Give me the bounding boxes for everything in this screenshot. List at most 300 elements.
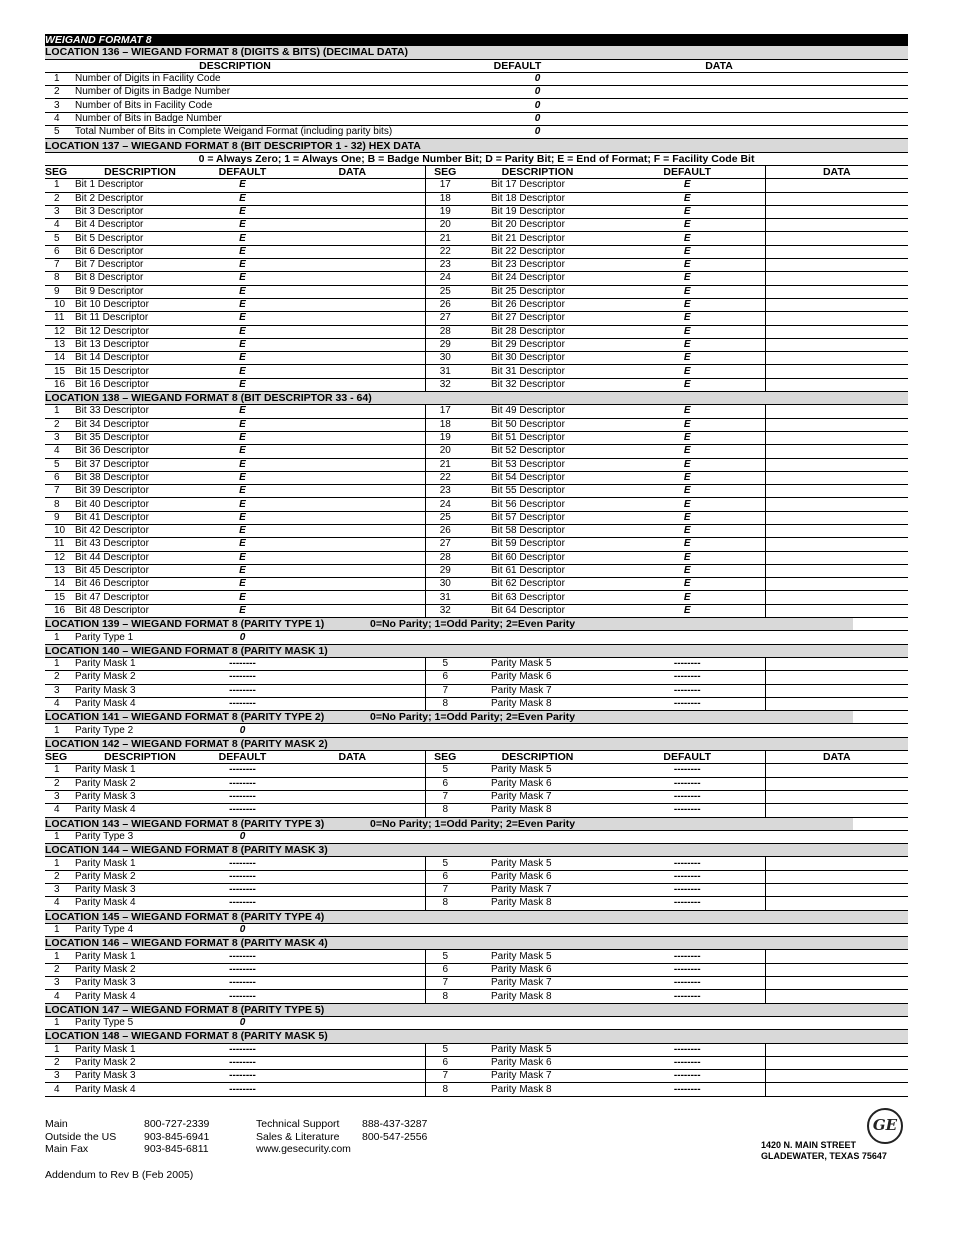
row-default: 0 [465, 126, 610, 139]
table-row [45, 458, 908, 471]
table-row [45, 99, 908, 112]
parity-legend: 0=No Parity; 1=Odd Parity; 2=Even Parity [370, 711, 853, 724]
bit-description: Bit 24 Descriptor [465, 272, 610, 285]
data-entry-cell[interactable] [280, 1043, 425, 1056]
data-entry-cell[interactable] [280, 897, 425, 910]
data-entry-cell[interactable] [765, 378, 908, 391]
seg-number: 2 [45, 870, 75, 883]
data-entry-cell[interactable] [610, 126, 908, 139]
data-entry-cell[interactable] [280, 684, 425, 697]
bit-default: E [610, 192, 765, 205]
parity-mask-description: Parity Mask 5 [465, 764, 610, 777]
data-entry-cell[interactable] [765, 1070, 908, 1083]
row-description: Number of Bits in Badge Number [75, 112, 465, 125]
data-entry-cell[interactable] [280, 205, 425, 218]
bit-description: Bit 29 Descriptor [465, 338, 610, 351]
data-entry-cell[interactable] [280, 631, 908, 644]
data-entry-cell[interactable] [280, 538, 425, 551]
row-number: 1 [45, 1016, 75, 1029]
table-row [45, 724, 908, 737]
seg-number: 26 [425, 524, 465, 537]
seg-number: 12 [45, 325, 75, 338]
data-entry-cell[interactable] [280, 697, 425, 710]
data-entry-cell[interactable] [280, 179, 425, 192]
data-entry-cell[interactable] [765, 298, 908, 311]
bit-default: E [610, 471, 765, 484]
data-entry-cell[interactable] [765, 365, 908, 378]
data-entry-cell[interactable] [765, 272, 908, 285]
data-entry-cell[interactable] [765, 950, 908, 963]
table-row [45, 312, 908, 325]
seg-number: 6 [45, 245, 75, 258]
data-entry-cell[interactable] [280, 604, 425, 617]
location-label: LOCATION 148 – WIEGAND FORMAT 8 (PARITY MASK 5) [45, 1030, 908, 1043]
table-row [45, 1016, 908, 1029]
location-label: LOCATION 146 – WIEGAND FORMAT 8 (PARITY MASK 4) [45, 937, 908, 950]
parity-mask-default: -------- [205, 777, 280, 790]
data-entry-cell[interactable] [280, 272, 425, 285]
parity-type-default: 0 [205, 923, 280, 936]
data-entry-cell[interactable] [280, 591, 425, 604]
bit-description: Bit 1 Descriptor [75, 179, 205, 192]
data-entry-cell[interactable] [280, 298, 425, 311]
bit-default: E [205, 338, 280, 351]
data-entry-cell[interactable] [765, 684, 908, 697]
bit-default: E [205, 511, 280, 524]
data-entry-cell[interactable] [765, 1056, 908, 1069]
seg-number: 7 [425, 684, 465, 697]
data-entry-cell[interactable] [765, 471, 908, 484]
seg-number: 8 [425, 990, 465, 1003]
data-entry-cell[interactable] [610, 86, 908, 99]
data-entry-cell[interactable] [765, 485, 908, 498]
data-entry-cell[interactable] [765, 352, 908, 365]
seg-number: 24 [425, 272, 465, 285]
bit-description: Bit 59 Descriptor [465, 538, 610, 551]
bit-default: E [205, 245, 280, 258]
data-entry-cell[interactable] [280, 551, 425, 564]
seg-number: 7 [425, 977, 465, 990]
bit-default: E [610, 405, 765, 418]
column-header-description: DESCRIPTION [75, 59, 425, 72]
seg-number: 10 [45, 298, 75, 311]
data-entry-cell[interactable] [280, 259, 425, 272]
bit-default: E [205, 604, 280, 617]
data-entry-cell[interactable] [280, 777, 425, 790]
data-entry-cell[interactable] [765, 245, 908, 258]
seg-number: 16 [45, 378, 75, 391]
bit-description: Bit 28 Descriptor [465, 325, 610, 338]
data-entry-cell[interactable] [280, 511, 425, 524]
table-row [45, 804, 908, 817]
location-label: LOCATION 144 – WIEGAND FORMAT 8 (PARITY MASK 3) [45, 844, 908, 857]
table-row [45, 777, 908, 790]
row-description: Number of Bits in Facility Code [75, 99, 465, 112]
data-entry-cell[interactable] [280, 485, 425, 498]
data-entry-cell[interactable] [765, 870, 908, 883]
bit-description: Bit 33 Descriptor [75, 405, 205, 418]
parity-mask-description: Parity Mask 7 [465, 1070, 610, 1083]
table-row [45, 764, 908, 777]
contact-phone: 888-437-3287 [362, 1118, 428, 1130]
bit-default: E [610, 578, 765, 591]
seg-number: 4 [45, 219, 75, 232]
column-header-row [45, 165, 908, 178]
parity-type-default: 0 [205, 631, 280, 644]
data-entry-cell[interactable] [610, 72, 908, 85]
parity-mask-default: -------- [610, 764, 765, 777]
bit-description: Bit 54 Descriptor [465, 471, 610, 484]
row-number: 1 [45, 830, 75, 843]
seg-number: 25 [425, 511, 465, 524]
parity-mask-description: Parity Mask 8 [465, 804, 610, 817]
data-entry-cell[interactable] [280, 378, 425, 391]
contact-phone: 903-845-6941 [144, 1130, 210, 1143]
parity-mask-default: -------- [610, 1083, 765, 1096]
table-row [45, 72, 908, 85]
data-entry-cell[interactable] [765, 790, 908, 803]
data-entry-cell[interactable] [765, 325, 908, 338]
data-entry-cell[interactable] [765, 897, 908, 910]
seg-number: 2 [45, 671, 75, 684]
data-entry-cell[interactable] [280, 285, 425, 298]
website-link[interactable]: www.gesecurity.com [256, 1143, 351, 1155]
bit-description: Bit 13 Descriptor [75, 338, 205, 351]
data-entry-cell[interactable] [280, 1070, 425, 1083]
table-row [45, 378, 908, 391]
seg-number: 6 [425, 870, 465, 883]
parity-mask-description: Parity Mask 5 [465, 857, 610, 870]
bit-default: E [205, 578, 280, 591]
table-row [45, 591, 908, 604]
parity-mask-default: -------- [610, 990, 765, 1003]
parity-mask-default: -------- [205, 870, 280, 883]
seg-number: 15 [45, 591, 75, 604]
data-entry-cell[interactable] [765, 697, 908, 710]
data-entry-cell[interactable] [280, 524, 425, 537]
row-number: 5 [45, 126, 75, 139]
programming-sheet [45, 34, 908, 1097]
data-entry-cell[interactable] [280, 418, 425, 431]
data-entry-cell[interactable] [765, 445, 908, 458]
data-entry-cell[interactable] [765, 591, 908, 604]
seg-number: 3 [45, 1070, 75, 1083]
bit-default: E [205, 471, 280, 484]
data-entry-cell[interactable] [280, 804, 425, 817]
data-entry-cell[interactable] [765, 179, 908, 192]
data-entry-cell[interactable] [765, 977, 908, 990]
table-row [45, 418, 908, 431]
data-entry-cell[interactable] [280, 830, 908, 843]
data-entry-cell[interactable] [765, 192, 908, 205]
contact-label: Main [45, 1118, 68, 1130]
data-entry-cell[interactable] [765, 564, 908, 577]
data-entry-cell[interactable] [280, 431, 425, 444]
data-entry-cell[interactable] [765, 578, 908, 591]
data-entry-cell[interactable] [280, 963, 425, 976]
bit-description: Bit 14 Descriptor [75, 352, 205, 365]
data-entry-cell[interactable] [765, 259, 908, 272]
data-entry-cell[interactable] [280, 923, 908, 936]
data-entry-cell[interactable] [280, 724, 908, 737]
data-entry-cell[interactable] [280, 990, 425, 1003]
data-entry-cell[interactable] [280, 657, 425, 670]
data-entry-cell[interactable] [280, 365, 425, 378]
data-entry-cell[interactable] [280, 352, 425, 365]
bit-default: E [610, 604, 765, 617]
data-entry-cell[interactable] [280, 671, 425, 684]
data-entry-cell[interactable] [765, 604, 908, 617]
data-entry-cell[interactable] [280, 325, 425, 338]
seg-number: 2 [45, 1056, 75, 1069]
table-row [45, 631, 908, 644]
table-row [45, 1043, 908, 1056]
parity-mask-default: -------- [205, 884, 280, 897]
data-entry-cell[interactable] [280, 498, 425, 511]
bit-default: E [205, 365, 280, 378]
data-entry-cell[interactable] [280, 578, 425, 591]
data-entry-cell[interactable] [765, 232, 908, 245]
seg-number: 1 [45, 950, 75, 963]
seg-number: 6 [425, 671, 465, 684]
bit-default: E [205, 538, 280, 551]
data-entry-cell[interactable] [280, 312, 425, 325]
data-entry-cell[interactable] [280, 857, 425, 870]
column-header-data: DATA [765, 751, 908, 764]
seg-number: 5 [425, 657, 465, 670]
data-entry-cell[interactable] [280, 445, 425, 458]
parity-type-description: Parity Type 4 [75, 923, 205, 936]
location-label: LOCATION 143 – WIEGAND FORMAT 8 (PARITY TYPE 3) [45, 817, 425, 830]
bit-description: Bit 23 Descriptor [465, 259, 610, 272]
seg-number: 2 [45, 418, 75, 431]
data-entry-cell[interactable] [765, 524, 908, 537]
data-entry-cell[interactable] [765, 657, 908, 670]
bit-default: E [610, 312, 765, 325]
table-row [45, 498, 908, 511]
seg-number: 22 [425, 245, 465, 258]
data-entry-cell[interactable] [280, 232, 425, 245]
seg-number: 32 [425, 604, 465, 617]
column-header-default: DEFAULT [205, 165, 280, 178]
company-address [761, 1140, 887, 1162]
data-entry-cell[interactable] [765, 285, 908, 298]
seg-number: 18 [425, 418, 465, 431]
bit-default: E [205, 591, 280, 604]
seg-number: 5 [425, 857, 465, 870]
table-row [45, 1056, 908, 1069]
bit-default: E [205, 312, 280, 325]
parity-mask-default: -------- [610, 697, 765, 710]
bit-description: Bit 44 Descriptor [75, 551, 205, 564]
seg-number: 5 [425, 1043, 465, 1056]
seg-number: 7 [45, 485, 75, 498]
parity-mask-default: -------- [205, 963, 280, 976]
bit-description: Bit 47 Descriptor [75, 591, 205, 604]
bit-default: E [205, 272, 280, 285]
bit-default: E [205, 232, 280, 245]
bit-description: Bit 2 Descriptor [75, 192, 205, 205]
data-entry-cell[interactable] [280, 192, 425, 205]
bit-description: Bit 17 Descriptor [465, 179, 610, 192]
parity-mask-default: -------- [610, 897, 765, 910]
data-entry-cell[interactable] [280, 471, 425, 484]
data-entry-cell[interactable] [765, 1083, 908, 1096]
seg-number: 8 [425, 1083, 465, 1096]
data-entry-cell[interactable] [765, 312, 908, 325]
data-entry-cell[interactable] [765, 884, 908, 897]
bit-description: Bit 21 Descriptor [465, 232, 610, 245]
data-entry-cell[interactable] [280, 977, 425, 990]
bit-default: E [205, 524, 280, 537]
data-entry-cell[interactable] [280, 764, 425, 777]
seg-number: 9 [45, 285, 75, 298]
data-entry-cell[interactable] [765, 418, 908, 431]
table-row [45, 604, 908, 617]
table-row [45, 272, 908, 285]
data-entry-cell[interactable] [280, 338, 425, 351]
parity-mask-default: -------- [205, 990, 280, 1003]
data-entry-cell[interactable] [280, 1056, 425, 1069]
data-entry-cell[interactable] [765, 538, 908, 551]
location-label: LOCATION 142 – WIEGAND FORMAT 8 (PARITY MASK 2) [45, 737, 908, 750]
bit-default: E [205, 352, 280, 365]
data-entry-cell[interactable] [280, 405, 425, 418]
table-row [45, 179, 908, 192]
parity-mask-default: -------- [610, 977, 765, 990]
data-entry-cell[interactable] [765, 405, 908, 418]
bit-description: Bit 57 Descriptor [465, 511, 610, 524]
table-row [45, 445, 908, 458]
seg-number: 6 [425, 777, 465, 790]
data-entry-cell[interactable] [765, 431, 908, 444]
data-entry-cell[interactable] [765, 764, 908, 777]
data-entry-cell[interactable] [765, 511, 908, 524]
parity-mask-description: Parity Mask 2 [75, 1056, 205, 1069]
data-entry-cell[interactable] [280, 458, 425, 471]
data-entry-cell[interactable] [765, 498, 908, 511]
location-label: LOCATION 141 – WIEGAND FORMAT 8 (PARITY TYPE 2) [45, 711, 425, 724]
data-entry-cell[interactable] [765, 219, 908, 232]
address-city: GLADEWATER, TEXAS 75647 [761, 1151, 887, 1161]
data-entry-cell[interactable] [765, 1043, 908, 1056]
seg-number: 4 [45, 804, 75, 817]
seg-number: 2 [45, 777, 75, 790]
parity-type-description: Parity Type 1 [75, 631, 205, 644]
row-number: 1 [45, 724, 75, 737]
parity-mask-default: -------- [205, 764, 280, 777]
bit-description: Bit 9 Descriptor [75, 285, 205, 298]
data-entry-cell[interactable] [280, 790, 425, 803]
data-entry-cell[interactable] [280, 564, 425, 577]
column-header-row [45, 751, 908, 764]
data-entry-cell[interactable] [610, 99, 908, 112]
data-entry-cell[interactable] [765, 671, 908, 684]
seg-number: 7 [425, 790, 465, 803]
seg-number: 1 [45, 764, 75, 777]
column-header-data: DATA [280, 165, 425, 178]
table-row [45, 697, 908, 710]
row-number: 1 [45, 923, 75, 936]
data-entry-cell[interactable] [765, 777, 908, 790]
seg-number: 11 [45, 312, 75, 325]
data-entry-cell[interactable] [280, 1016, 908, 1029]
bit-default: E [205, 498, 280, 511]
data-entry-cell[interactable] [765, 857, 908, 870]
seg-number: 4 [45, 1083, 75, 1096]
parity-mask-description: Parity Mask 4 [75, 990, 205, 1003]
data-entry-cell[interactable] [280, 245, 425, 258]
bit-default: E [205, 325, 280, 338]
data-entry-cell[interactable] [765, 551, 908, 564]
data-entry-cell[interactable] [765, 458, 908, 471]
data-entry-cell[interactable] [765, 990, 908, 1003]
data-entry-cell[interactable] [610, 112, 908, 125]
addendum-note: Addendum to Rev B (Feb 2005) [45, 1169, 194, 1181]
parity-mask-default: -------- [205, 1070, 280, 1083]
parity-mask-default: -------- [610, 857, 765, 870]
contact-phone: 800-727-2339 [144, 1118, 210, 1130]
seg-number: 20 [425, 445, 465, 458]
contact-phone: 800-547-2556 [362, 1130, 428, 1143]
address-street: 1420 N. MAIN STREET [761, 1140, 857, 1150]
row-number: 3 [45, 99, 75, 112]
data-entry-cell[interactable] [280, 950, 425, 963]
parity-mask-description: Parity Mask 8 [465, 1083, 610, 1096]
data-entry-cell[interactable] [280, 884, 425, 897]
seg-number: 4 [45, 445, 75, 458]
data-entry-cell[interactable] [280, 219, 425, 232]
bit-description: Bit 5 Descriptor [75, 232, 205, 245]
parity-mask-default: -------- [610, 790, 765, 803]
seg-number: 27 [425, 312, 465, 325]
seg-number: 3 [45, 431, 75, 444]
column-header-default: DEFAULT [610, 751, 765, 764]
data-entry-cell[interactable] [765, 963, 908, 976]
bit-legend: 0 = Always Zero; 1 = Always One; B = Badge Number Bit; D = Parity Bit; E = End of Format; F = Facility Code Bit [45, 152, 908, 165]
wiegand-format-table [45, 34, 908, 1097]
parity-mask-default: -------- [610, 777, 765, 790]
parity-mask-description: Parity Mask 7 [465, 790, 610, 803]
column-header-default: DEFAULT [425, 59, 610, 72]
bit-description: Bit 36 Descriptor [75, 445, 205, 458]
bit-description: Bit 10 Descriptor [75, 298, 205, 311]
table-row [45, 564, 908, 577]
location-header [45, 937, 908, 950]
parity-mask-default: -------- [205, 804, 280, 817]
seg-number: 15 [45, 365, 75, 378]
table-row [45, 245, 908, 258]
bit-description: Bit 53 Descriptor [465, 458, 610, 471]
data-entry-cell[interactable] [765, 338, 908, 351]
column-header-data: DATA [765, 165, 908, 178]
data-entry-cell[interactable] [280, 1083, 425, 1096]
bit-description: Bit 27 Descriptor [465, 312, 610, 325]
data-entry-cell[interactable] [280, 870, 425, 883]
seg-number: 14 [45, 352, 75, 365]
bit-default: E [610, 259, 765, 272]
location-header [45, 392, 908, 405]
data-entry-cell[interactable] [765, 804, 908, 817]
contact-phone: 903-845-6811 [144, 1143, 209, 1155]
bit-description: Bit 63 Descriptor [465, 591, 610, 604]
table-row [45, 684, 908, 697]
table-row [45, 219, 908, 232]
seg-number: 3 [45, 977, 75, 990]
ge-logo: GE [867, 1108, 903, 1144]
table-row [45, 192, 908, 205]
data-entry-cell[interactable] [765, 205, 908, 218]
